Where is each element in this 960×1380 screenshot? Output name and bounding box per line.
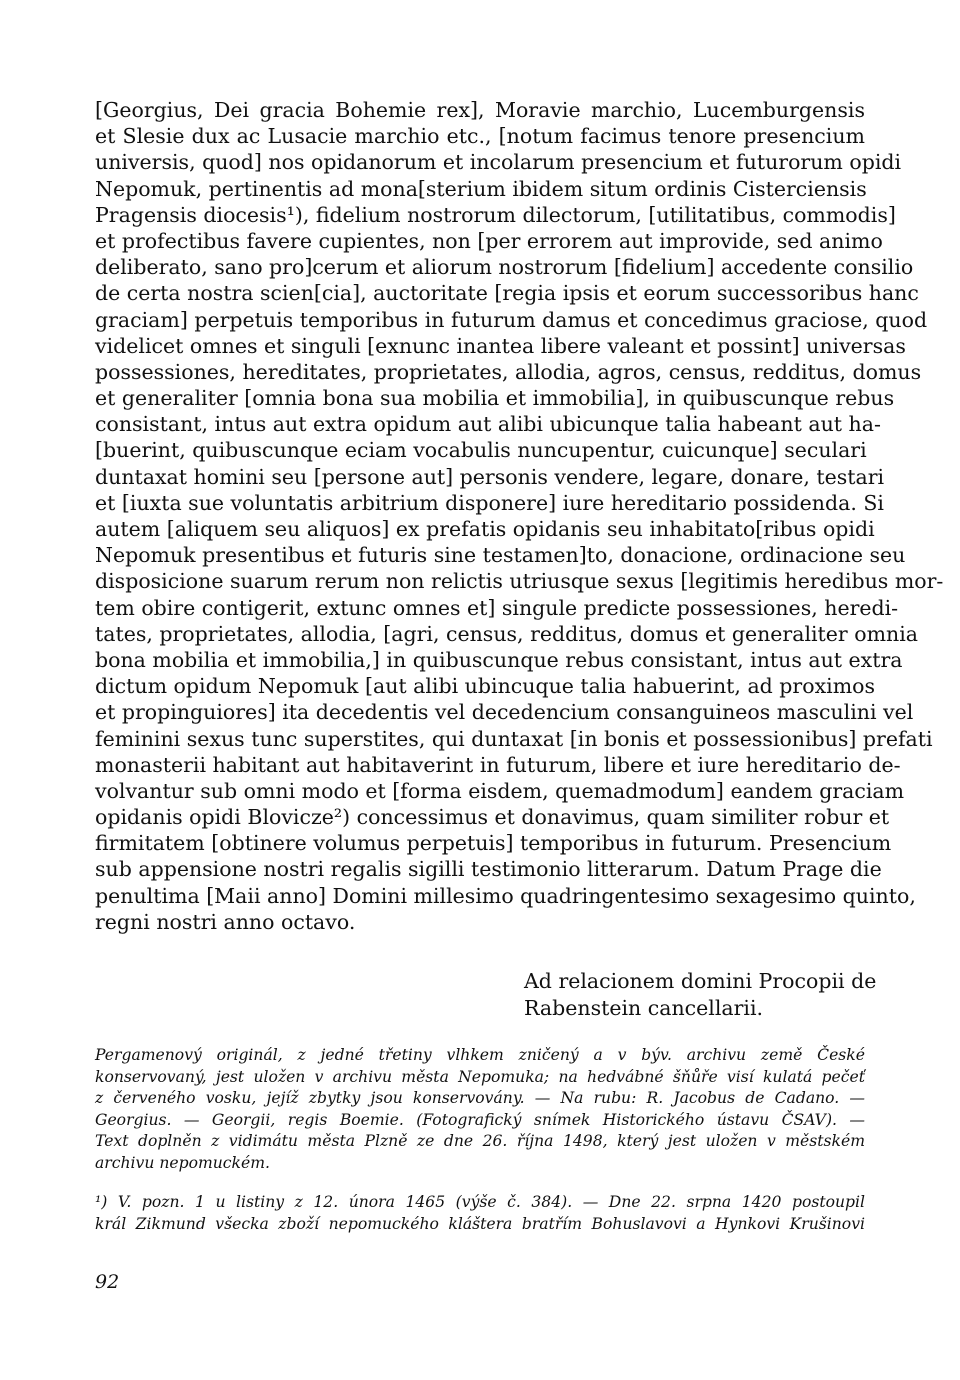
footnotes (95, 1192, 865, 1235)
text-line: tates, proprietates, allodia, [agri, census, redditus, domus et generaliter omnia (95, 621, 919, 646)
text-line: et propinguiores] ita decedentis vel decedencium consanguineos masculini vel (95, 700, 914, 725)
text-line: [Georgius, Dei gracia Bohemie rex], Moravie marchio, Lucemburgensis (95, 98, 865, 122)
charter-text (95, 97, 944, 935)
text-line: et profectibus favere cupientes, non [per errorem aut improvide, sed animo (95, 228, 883, 253)
note-line: Pergamenový originál, z jedné třetiny vlhkem zničený a v býv. archivu země České (95, 1046, 865, 1064)
note-line: z červeného vosku, jejíž zbytky jsou konservovány. — Na rubu: R. Jacobus de Cadano. — (95, 1089, 865, 1108)
text-line: disposicione suarum rerum non relictis utriusque sexus [legitimis heredibus mor- (95, 569, 944, 594)
footnote-line: král Zikmund všecka zboží nepomuckého kláštera bratřím Bohuslavovi a Hynkovi Krušinovi (95, 1214, 865, 1233)
signature-line: Ad relacionem domini Procopii de (524, 969, 877, 993)
text-line: [buerint, quibuscunque eciam vocabulis nuncupentur, cuicunque] seculari (95, 438, 867, 463)
note-line: Georgius. — Georgii, regis Boemie. (Fotografický snímek Historického ústavu ČSAV). — (95, 1110, 865, 1129)
text-line: dictum opidum Nepomuk [aut alibi ubincuque talia habuerint, ad proximos (95, 674, 875, 699)
footnote-line: ¹) V. pozn. 1 u listiny z 12. února 1465 (výše č. 384). — Dne 22. srpna 1420 postoupil (95, 1193, 865, 1211)
text-line: feminini sexus tunc superstites, qui duntaxat [in bonis et possessionibus] prefati (95, 726, 933, 751)
text-line: duntaxat homini seu [persone aut] personis vendere, legare, donare, testari (95, 464, 885, 489)
chancery-signature (524, 968, 877, 1021)
text-line: Pragensis diocesis¹), fidelium nostrorum dilectorum, [utilitatibus, commodis] (95, 202, 896, 227)
note-line: Text doplněn z vidimátu města Plzně ze dne 26. října 1498, který jest uložen v městském (95, 1132, 865, 1151)
text-line: graciam] perpetuis temporibus in futurum damus et concedimus graciose, quod (95, 307, 928, 332)
editorial-note (95, 1045, 865, 1175)
text-line: deliberato, sano pro]cerum et aliorum nostrorum [fidelium] accedente consilio (95, 255, 914, 280)
text-line: tem obire contigerit, extunc omnes et] singule predicte possessiones, heredi- (95, 595, 899, 620)
text-line: et generaliter [omnia bona sua mobilia et immobilia], in quibuscunque rebus (95, 386, 895, 411)
text-line: Nepomuk, pertinentis ad mona[sterium ibidem situm ordinis Cisterciensis (95, 176, 867, 201)
text-line: firmitatem [obtinere volumus perpetuis] temporibus in futurum. Presencium (95, 831, 892, 856)
signature-line: Rabenstein cancellarii. (524, 995, 764, 1020)
text-line: et Slesie dux ac Lusacie marchio etc., [notum facimus tenore presencium (95, 124, 865, 149)
text-line: et [iuxta sue voluntatis arbitrium disponere] iure hereditario possidenda. Si (95, 490, 884, 515)
text-line: possessiones, hereditates, proprietates, allodia, agros, census, redditus, domus (95, 359, 922, 384)
text-line: penultima [Maii anno] Domini millesimo quadringentesimo sexagesimo quinto, (95, 883, 916, 908)
note-line: konservovaný, jest uložen v archivu města Nepomuka; na hedvábné šňůře visí kulatá pečeť (95, 1067, 865, 1086)
text-line: bona mobilia et immobilia,] in quibuscunque rebus consistant, intus aut extra (95, 647, 903, 672)
note-line: archivu nepomuckém. (95, 1153, 270, 1172)
text-line: Nepomuk presentibus et futuris sine testamen]to, donacione, ordinacione seu (95, 543, 906, 568)
text-line: opidanis opidi Blovicze²) concessimus et donavimus, quam similiter robur et (95, 805, 890, 830)
text-line: sub appensione nostri regalis sigilli testimonio litterarum. Datum Prage die (95, 857, 882, 882)
text-line: universis, quod] nos opidanorum et incolarum presencium et futurorum opidi (95, 150, 902, 175)
text-line: de certa nostra scien[cia], auctoritate [regia ipsis et eorum successoribus hanc (95, 281, 919, 306)
text-line: monasterii habitant aut habitaverint in futurum, libere et iure hereditario de- (95, 752, 901, 777)
text-line: volvantur sub omni modo et [forma eisdem, quemadmodum] eandem graciam (95, 778, 905, 803)
text-line: autem [aliquem seu aliquos] ex prefatis opidanis seu inhabitato[ribus opidi (95, 517, 875, 541)
page-number: 92 (95, 1271, 120, 1293)
text-line: consistant, intus aut extra opidum aut alibi ubicunque talia habeant aut ha- (95, 412, 881, 437)
text-line: videlicet omnes et singuli [exnunc inantea libere valeant et possint] universas (95, 333, 906, 358)
text-line: regni nostri anno octavo. (95, 909, 356, 934)
